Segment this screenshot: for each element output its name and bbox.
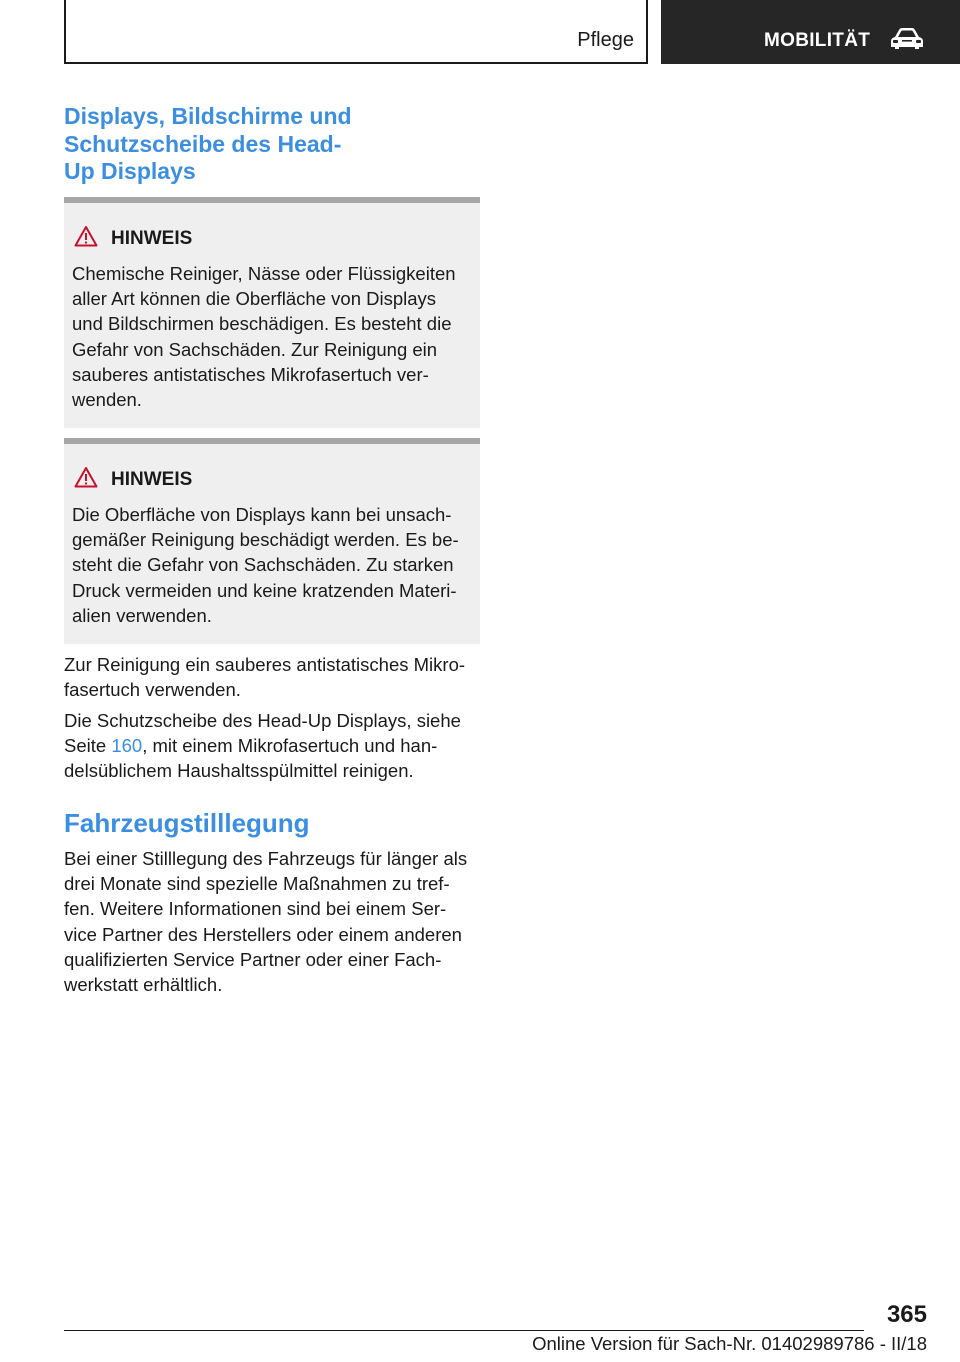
notice-text bbox=[72, 502, 472, 628]
text-line: qualifizierten Service Partner oder einer Fach- bbox=[64, 948, 442, 970]
section-heading-line: Displays, Bildschirme und bbox=[64, 103, 352, 129]
notice-box bbox=[64, 197, 480, 428]
warning-triangle-icon bbox=[74, 466, 98, 488]
section-heading-line: Schutzscheibe des Head- bbox=[64, 130, 342, 157]
text-line: werkstatt erhältlich. bbox=[64, 974, 223, 996]
page-number: 365 bbox=[886, 1301, 927, 1328]
text-line: aller Art können die Oberfläche von Displays bbox=[72, 288, 437, 310]
section-heading-line: Up Displays bbox=[64, 158, 196, 184]
text-line: alien verwenden. bbox=[72, 604, 212, 626]
body-paragraph bbox=[64, 708, 484, 784]
header-chapter-title: MOBILITÄT bbox=[764, 30, 871, 51]
notice-title: HINWEIS bbox=[111, 228, 193, 249]
text-line: sauberes antistatisches Mikrofasertuch ver- bbox=[72, 363, 429, 385]
text-line: fen. Weitere Informationen sind bei einem Ser- bbox=[64, 898, 447, 920]
section-heading bbox=[64, 103, 394, 186]
footer-online-version: Online Version für Sach-Nr. 01402989786 - II/18 bbox=[532, 1333, 927, 1354]
notice-box bbox=[64, 438, 480, 644]
body-paragraph bbox=[64, 846, 484, 997]
header-section-title: Pflege bbox=[577, 29, 634, 51]
text-line: Die Oberfläche von Displays kann bei unsach- bbox=[72, 504, 452, 525]
car-icon bbox=[889, 27, 925, 51]
text-line: Chemische Reiniger, Nässe oder Flüssigkeiten bbox=[72, 263, 456, 284]
page-reference-link[interactable]: 160 bbox=[111, 735, 143, 757]
text-line: steht die Gefahr von Sachschäden. Zu starken bbox=[72, 554, 454, 576]
text-fragment: , mit einem Mikrofasertuch und han- bbox=[142, 735, 438, 757]
text-fragment: Seite bbox=[64, 735, 112, 757]
text-line: vice Partner des Herstellers oder einem anderen bbox=[64, 923, 462, 945]
text-line bbox=[64, 733, 484, 758]
header-chapter-tab bbox=[661, 0, 960, 64]
text-line: Zur Reinigung ein sauberes antistatisches Mikro- bbox=[64, 654, 466, 675]
text-line: Bei einer Stilllegung des Fahrzeugs für länger als bbox=[64, 848, 468, 869]
text-line: gemäßer Reinigung beschädigt werden. Es be- bbox=[72, 529, 459, 551]
chapter-heading: Fahrzeugstilllegung bbox=[64, 808, 310, 838]
notice-text bbox=[72, 261, 472, 412]
text-line: und Bildschirmen beschädigen. Es besteht die bbox=[72, 313, 452, 335]
text-line: Die Schutzscheibe des Head-Up Displays, siehe bbox=[64, 710, 461, 731]
footer-divider bbox=[64, 1330, 864, 1331]
text-line: wenden. bbox=[72, 389, 142, 411]
notice-title: HINWEIS bbox=[111, 469, 193, 490]
text-line: drei Monate sind spezielle Maßnahmen zu tref- bbox=[64, 873, 450, 895]
text-line: Druck vermeiden und keine kratzenden Materi- bbox=[72, 579, 457, 601]
warning-triangle-icon bbox=[74, 225, 98, 247]
text-line: Gefahr von Sachschäden. Zur Reinigung ein bbox=[72, 338, 438, 360]
text-line: delsüblichem Haushaltsspülmittel reinigen. bbox=[64, 760, 414, 782]
body-paragraph bbox=[64, 652, 484, 702]
header-section-tab bbox=[64, 0, 648, 64]
text-line: fasertuch verwenden. bbox=[64, 679, 241, 701]
